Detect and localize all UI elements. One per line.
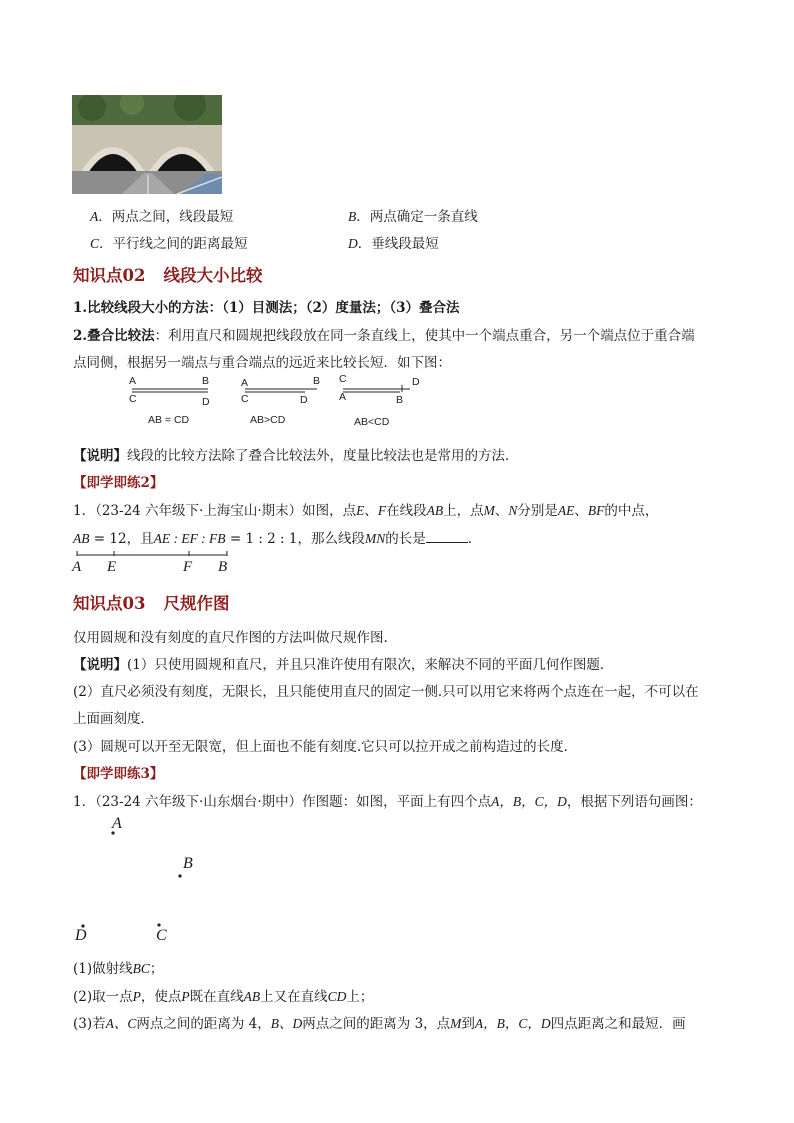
practice-2-question-2: AB = 12，且AE : EF : FB = 1 : 2 : 1，那么线段MN的长是 ． [73, 531, 482, 547]
practice-3-question: 1．（23-24 六年级下·山东烟台·期中）作图题：如图，平面上有四个点A，B，C，D，根据下列语句画图： [73, 794, 702, 810]
step-2: (2)取一点P，使点P既在直线AB上又在直线CD上； [73, 989, 374, 1005]
kp02-note: 【说明】线段的比较方法除了叠合比较法外，度量比较法也是常用的方法． [73, 448, 519, 464]
kp03-note-2b: 上面画刻度． [73, 711, 154, 727]
kp02-overlap-def: 2.叠合比较法：利用直尺和圆规把线段放在同一条直线上，使其中一个端点重合，另一个端点位于重合端 [73, 328, 695, 344]
kp03-definition: 仅用圆规和没有刻度的直尺作图的方法叫做尺规作图. [73, 630, 388, 646]
kp03-note-2: (2）直尺必须没有刻度，无限长，且只能使用直尺的固定一侧.只可以用它来将两个点连在一起，不可以在 [73, 684, 699, 700]
kp03-note-1: 【说明】(1）只使用圆规和直尺，并且只准许使用有限次，来解决不同的平面几何作图题． [73, 657, 614, 673]
answer-blank[interactable] [426, 530, 468, 543]
practice-2-heading: 【即学即练2】 [73, 475, 164, 491]
option-b: B．两点确定一条直线 [348, 209, 478, 225]
section-heading-kp03: 知识点03 尺规作图 [73, 594, 230, 613]
kp02-overlap-def-2: 点同侧，根据另一端点与重合端点的远近来比较长短．如下图： [73, 355, 451, 371]
kp02-methods: 1.比较线段大小的方法：（1）目测法；（2）度量法；（3）叠合法 [73, 300, 460, 316]
option-c: C．平行线之间的距离最短 [90, 236, 248, 252]
segment-comparison-figure: A B C D AB = CD A B C D AB>CD C D A B AB<CD [129, 373, 420, 428]
step-3: (3)若A、C两点之间的距离为 4，B、D两点之间的距离为 3，点M到A，B，C，D四点距离之和最短．画 [73, 1016, 686, 1032]
tunnel-photo [72, 95, 222, 194]
four-points-figure: A B D C [75, 815, 193, 944]
practice-3-heading: 【即学即练3】 [73, 766, 164, 782]
segment-aefb-figure: A E F B [72, 559, 228, 575]
section-heading-kp02: 知识点02 线段大小比较 [73, 266, 263, 285]
option-a: A．两点之间，线段最短 [90, 209, 234, 225]
step-1: (1)做射线BC； [73, 961, 164, 977]
option-d: D．垂线段最短 [348, 236, 439, 252]
kp03-note-3: (3）圆规可以开至无限宽，但上面也不能有刻度.它只可以拉开成之前构造过的长度． [73, 739, 578, 755]
practice-2-question: 1．（23-24 六年级下·上海宝山·期末）如图，点E、F在线段AB上，点M、N分别是AE、BF的中点， [73, 503, 659, 519]
